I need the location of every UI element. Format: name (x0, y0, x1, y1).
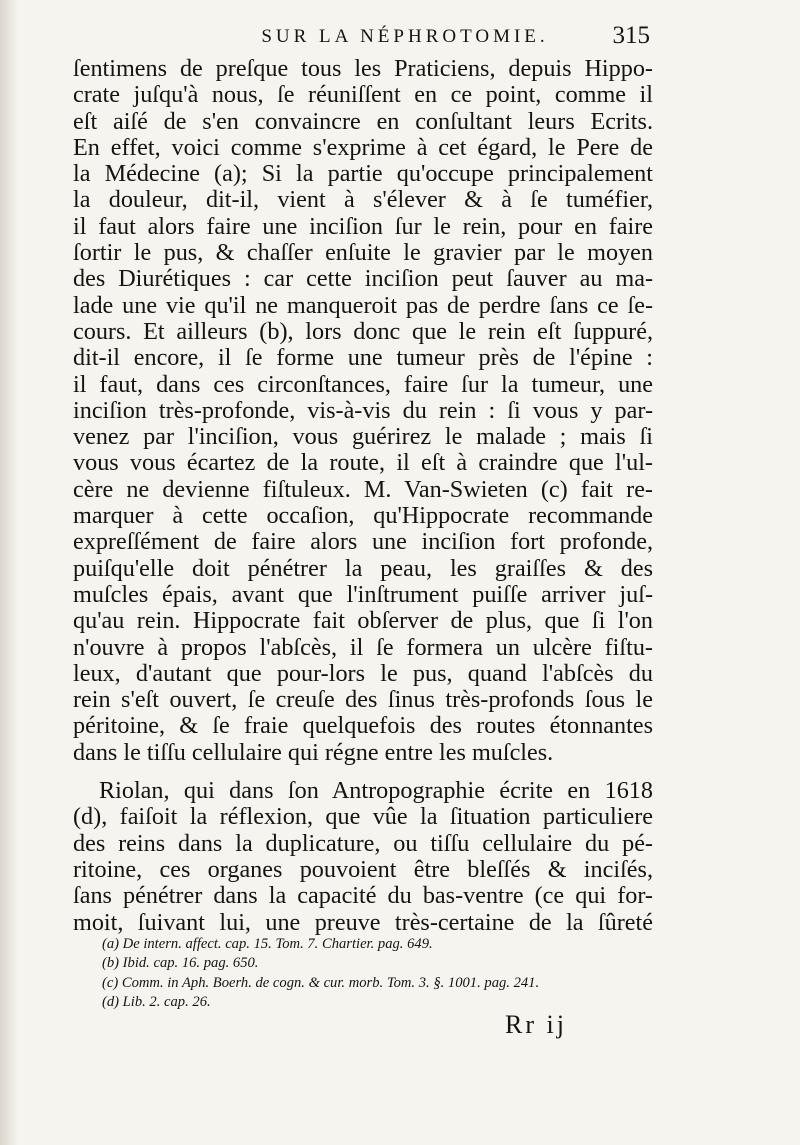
text-line: ritoine, ces organes pouvoient être bleſſés & inciſés, (73, 855, 653, 883)
text-line: vous vous écartez de la route, il eſt à craindre que l'ul- (73, 449, 653, 477)
text-line: (d), faiſoit la réflexion, que vûe la ſituation particuliere (73, 803, 653, 831)
text-line: muſcles épais, avant que l'inſtrument puiſſe arriver juſ- (73, 580, 653, 608)
text-line: qu'au rein. Hippocrate fait obſerver de plus, que ſi l'on (73, 607, 653, 635)
text-line: rein s'eſt ouvert, ſe creuſe des ſinus très-profonds ſous le (73, 686, 653, 714)
text-line: la Médecine (a); Si la partie qu'occupe principalement (73, 160, 653, 188)
text-line: inciſion très-profonde, vis-à-vis du rein : ſi vous y par- (73, 396, 653, 424)
text-line: ſans pénétrer dans la capacité du bas-ventre (ce qui for- (73, 882, 653, 910)
footnote-d: (d) Lib. 2. cap. 26. (102, 994, 211, 1011)
text-line: la douleur, dit-il, vient à s'élever & à ſe tuméfier, (73, 186, 653, 214)
footnote-a: (a) De intern. affect. cap. 15. Tom. 7. Chartier. pag. 649. (102, 936, 433, 952)
text-line: puiſqu'elle doit pénétrer la peau, les graiſſes & des (73, 554, 653, 582)
text-line: marquer à cette occaſion, qu'Hippocrate recommande (73, 502, 653, 530)
text-line: venez par l'inciſion, vous guérirez le malade ; mais ſi (73, 423, 653, 451)
text-line: En effet, voici comme s'exprime à cet égard, le Pere de (73, 133, 653, 161)
signature-mark: Rr ij (505, 1010, 567, 1039)
text-line: crate juſqu'à nous, ſe réuniſſent en ce point, comme il (73, 81, 653, 109)
text-line: n'ouvre à propos l'abſcès, il ſe formera un ulcère fiſtu- (73, 633, 653, 661)
text-line: péritoine, & ſe fraie quelquefois des routes étonnantes (73, 712, 653, 740)
text-line: des reins dans la duplicature, ou tiſſu cellulaire du pé- (73, 829, 653, 857)
footnote-c: (c) Comm. in Aph. Boerh. de cogn. & cur. morb. Tom. 3. §. 1001. pag. 241. (102, 974, 540, 991)
page-number: 315 (612, 22, 650, 49)
text-line: dit-il encore, il ſe forme une tumeur près de l'épine : (73, 344, 653, 372)
text-line: il faut alors faire une inciſion ſur le rein, pour en faire (73, 212, 653, 240)
text-line: leux, d'autant que pour-lors le pus, quand l'abſcès du (73, 659, 653, 687)
body-text (73, 56, 653, 936)
text-line: moit, ſuivant lui, une preuve très-certaine de la ſûreté (73, 908, 653, 936)
text-line: des Diurétiques : car cette inciſion peut ſauver au ma- (73, 265, 653, 293)
paragraph-1 (73, 56, 653, 766)
text-line: eſt aiſé de s'en convaincre en conſultant leurs Ecrits. (73, 107, 653, 135)
text-line: il faut, dans ces circonſtances, faire ſur la tumeur, une (73, 370, 653, 398)
text-line: cère ne devienne fiſtuleux. M. Van-Swieten (c) fait re- (73, 475, 653, 503)
text-line: expreſſément de faire alors une inciſion fort profonde, (73, 528, 653, 556)
text-line: dans le tiſſu cellulaire qui régne entre les muſcles. (73, 738, 554, 766)
text-line: lade une vie qu'il ne manqueroit pas de perdre ſans ce ſe- (73, 291, 653, 319)
running-head: SUR LA NÉPHROTOMIE. (261, 26, 549, 47)
page-gutter-shadow (0, 0, 18, 1145)
text-line: ſortir le pus, & chaſſer enſuite le gravier par le moyen (73, 239, 653, 267)
text-line: Riolan, qui dans ſon Antropographie écrite en 1618 (99, 777, 653, 805)
paragraph-2 (73, 778, 653, 936)
footnotes (102, 935, 662, 1013)
text-line: cours. Et ailleurs (b), lors donc que le rein eſt ſuppuré, (73, 317, 653, 345)
text-line: ſentimens de preſque tous les Praticiens, depuis Hippo- (73, 55, 653, 82)
footnote-b: (b) Ibid. cap. 16. pag. 650. (102, 955, 259, 972)
